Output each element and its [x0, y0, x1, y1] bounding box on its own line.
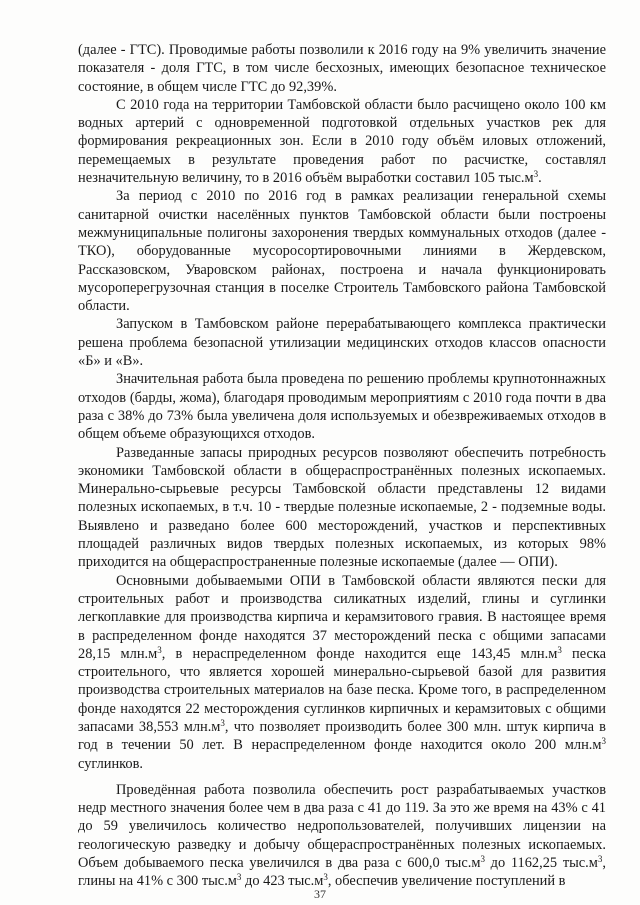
- paragraph-8: [78, 781, 606, 891]
- text-run: .: [538, 170, 542, 187]
- text-run: (далее - ГТС). Проводимые работы позволили к 2016 году на 9% увеличить значение показателя - доля ГТС, в том числе бесхозных, имеющих безопасное техническое состояние, в общем числе ГТС до 92,39%.: [78, 42, 606, 95]
- text-run: до 423 тыс.м: [241, 873, 324, 890]
- paragraph-4: [78, 315, 606, 370]
- text-run: песка строительного, что является хорошей минерально-сырьевой базой для развития производства строительных материалов на базе песка. Кроме того, в распределенном фонде находятся 22 месторождения суглинков кирпичных и керамзитовых с общими запасами 38,553 млн.м: [78, 645, 607, 735]
- superscript: 3: [480, 854, 485, 865]
- superscript: 3: [157, 644, 162, 655]
- text-run: Проведённая работа позволила обеспечить рост разрабатываемых участков недр местного значения более чем в два раза с 41 до 119. За это же время на 43% с 41 до 59 увеличилось количество недропользователей, получивших лицензии на геологическую разведку и добычу общераспространённых полезных ископаемых. Объем добываемого песка увеличился в два раза с 600,0 тыс.м: [78, 781, 606, 872]
- paragraph-3: [78, 187, 606, 315]
- text-run: , обеспечив увеличение поступлений в: [327, 873, 566, 890]
- text-run: , что позволяет производить более 300 млн. штук кирпича в год в течении 50 лет. В нераспределенном фонде находится около 200 млн.м: [78, 718, 606, 754]
- paragraph-7: [78, 572, 606, 773]
- text-run: до 1162,25 тыс.м: [484, 855, 598, 872]
- text-run: Запуском в Тамбовском районе перерабатывающего комплекса практически решена проблема безопасной утилизации медицинских отходов классов опасности «Б» и «В».: [78, 316, 606, 370]
- body-text: [78, 41, 606, 891]
- text-run: С 2010 года на территории Тамбовской области было расчищено около 100 км водных артерий с одновременной подготовкой отдельных участков рек для формирования рекреационных зон. Если в 2010 году объём иловых отложений, перемещаемых в результате проведения работ по расчистке, составлял незначительную величину, то в 2016 объём выработки составил 105 тыс.м: [78, 96, 606, 187]
- text-run: Основными добываемыми ОПИ в Тамбовской области являются пески для строительных работ и производства силикатных изделий, глины и суглинки легкоплавкие для производства кирпича и керамзитового гравия. В настоящее время в распределенном фонде находятся 37 месторождений песка с общими запасами 28,15 млн.м: [78, 572, 606, 662]
- paragraph-2: [78, 96, 606, 187]
- text-run: , в нераспределенном фонде находится еще 143,45 млн.м: [161, 645, 558, 662]
- paragraph-5: [78, 370, 606, 443]
- paragraph-1: [78, 41, 606, 96]
- superscript: 3: [557, 644, 562, 655]
- superscript: 3: [533, 169, 539, 180]
- superscript: 3: [597, 854, 603, 865]
- text-run: суглинков.: [78, 755, 143, 772]
- paragraph-6: [78, 444, 606, 572]
- text-run: Значительная работа была проведена по решению проблемы крупнотоннажных отходов (барды, жома), благодаря проводимым мероприятиям с 2010 года почти в два раза с 38% до 73% была увеличена доля используемых и обезвреживаемых отходов в общем объеме образующихся отходов.: [78, 371, 606, 443]
- page-number: 37: [314, 887, 326, 901]
- superscript: 3: [601, 736, 606, 747]
- text-run: , глины на 41% с 300 тыс.м: [78, 855, 606, 890]
- superscript: 3: [220, 717, 225, 728]
- superscript: 3: [323, 872, 328, 883]
- text-run: За период с 2010 по 2016 год в рамках реализации генеральной схемы санитарной очистки населённых пунктов Тамбовской области были построены межмуниципальные полигоны захоронения твердых коммунальных отходов (далее - ТКО), оборудованные мусоросортировочными линиями в Жердевском, Рассказовском, Уваровском районах, построена и начала функционировать мусороперегрузочная станция в поселке Строитель Тамбовского района Тамбовской области.: [78, 188, 606, 315]
- text-run: Разведанные запасы природных ресурсов позволяют обеспечить потребность экономики Тамбовской области в общераспространённых полезных ископаемых. Минерально-сырьевые ресурсы Тамбовской области представлены 12 видами полезных ископаемых, в т.ч. 10 - твердые полезные ископаемые, 2 - подземные воды. Выявлено и разведано более 600 месторождений, участков и перспективных площадей различных видов твердых полезных ископаемых, из которых 98% приходится на общераспространенные полезные ископаемые (далее — ОПИ).: [78, 444, 606, 571]
- superscript: 3: [236, 872, 242, 883]
